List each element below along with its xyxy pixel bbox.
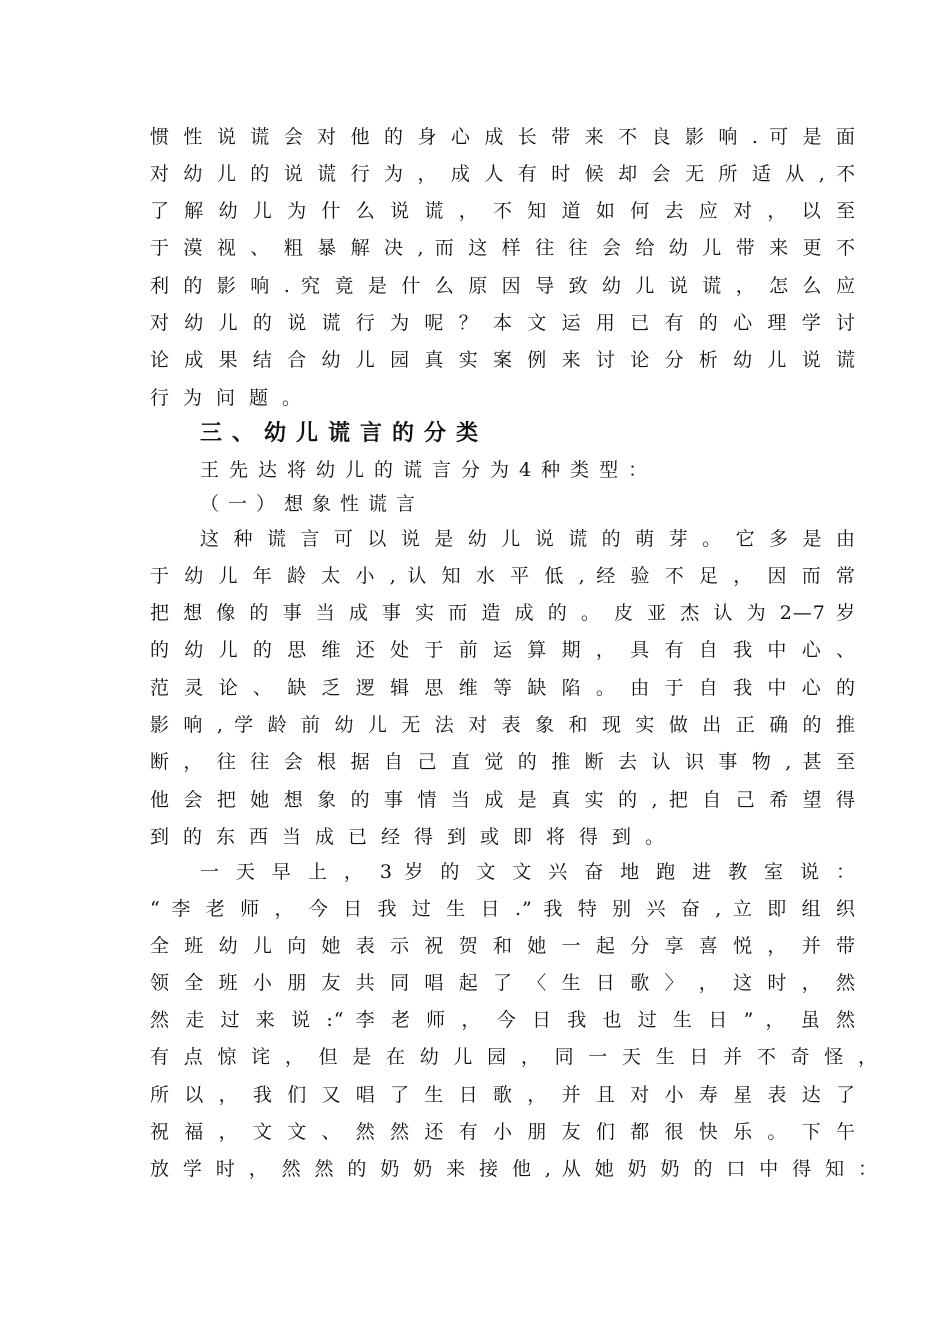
text-line: 于 幼 儿 年 龄 太 小 , 认 知 水 平 低 , 经 验 不 足 ， 因 而 常 (150, 565, 856, 587)
text-line: 他 会 把 她 想 象 的 事 情 当 成 是 真 实 的 , 把 自 己 希 望 得 (150, 789, 856, 811)
text-line: “ 李 老 师 ， 今 日 我 过 生 日 .” 我 特 别 兴 奋 , 立 即 组 织 (150, 898, 856, 920)
text-line: 对 幼 儿 的 说 谎 行 为 呢 ？ 本 文 运 用 已 有 的 心 理 学 讨 (150, 312, 856, 334)
subsection-heading: （一）想象性谎言 (200, 493, 425, 515)
text-line: 断 ， 往 往 会 根 据 自 己 直 觉 的 推 断 去 认 识 事 物 , 甚 至 (150, 751, 856, 773)
text-line: 把 想 像 的 事 当 成 事 实 而 造 成 的 。 皮 亚 杰 认 为 2—7 岁 (150, 602, 856, 624)
text-line: 所 以 ， 我 们 又 唱 了 生 日 歌 ， 并 且 对 小 寿 星 表 达 了 (150, 1084, 856, 1106)
text-line: 了 解 幼 儿 为 什 么 说 谎 ， 不 知 道 如 何 去 应 对 ， 以 至 (150, 200, 856, 222)
text-line: 有 点 惊 诧 ， 但 是 在 幼 儿 园 ， 同 一 天 生 日 并 不 奇 怪 ， (150, 1046, 878, 1068)
text-line: 行为问题。 (150, 387, 316, 409)
text-line: 领 全 班 小 朋 友 共 同 唱 起 了 〈 生 日 歌 〉 ， 这 时 ， 然 (150, 972, 856, 994)
section-heading: 三、幼儿谎言的分类 (200, 421, 489, 446)
text-line: 祝 福 ， 文 文 、 然 然 还 有 小 朋 友 们 都 很 快 乐 。 下 午 (150, 1121, 856, 1143)
text-line: 影 响 , 学 龄 前 幼 儿 无 法 对 表 象 和 现 实 做 出 正 确 的 推 (150, 714, 856, 736)
text-line: 惯 性 说 谎 会 对 他 的 身 心 成 长 带 来 不 良 影 响 . 可 是 面 (150, 126, 856, 148)
text-line: 的 幼 儿 的 思 维 还 处 于 前 运 算 期 ， 具 有 自 我 中 心 、 (150, 639, 856, 661)
text-line: 于 漠 视 、 粗 暴 解 决 , 而 这 样 往 往 会 给 幼 儿 带 来 更 不 (150, 237, 856, 259)
intro-line: 王先达将幼儿的谎言分为4种类型： (200, 459, 658, 481)
text-line: 全 班 幼 儿 向 她 表 示 祝 贺 和 她 一 起 分 享 喜 悦 ， 并 带 (150, 935, 856, 957)
text-line: 利 的 影 响 . 究 竟 是 什 么 原 因 导 致 幼 儿 说 谎 ， 怎 么 应 (150, 275, 856, 297)
text-line: 然 走 过 来 说 :“ 李 老 师 ， 今 日 我 也 过 生 日 ” ， 虽 然 (150, 1009, 856, 1031)
text-line: 论 成 果 结 合 幼 儿 园 真 实 案 例 来 讨 论 分 析 幼 儿 说 谎 (150, 349, 856, 371)
text-line: 放 学 时 ， 然 然 的 奶 奶 来 接 他 , 从 她 奶 奶 的 口 中 得 知 ： (150, 1158, 878, 1180)
text-line: 范 灵 论 、 缺 乏 逻 辑 思 维 等 缺 陷 。 由 于 自 我 中 心 的 (150, 677, 856, 699)
text-line: 到的东西当成已经得到或即将得到。 (150, 826, 679, 848)
text-line: 这 种 谎 言 可 以 说 是 幼 儿 说 谎 的 萌 芽 。 它 多 是 由 (200, 528, 856, 550)
text-line: 对 幼 儿 的 说 谎 行 为 ， 成 人 有 时 候 却 会 无 所 适 从 , 不 (150, 163, 856, 185)
text-line: 一 天 早 上 ， 3 岁 的 文 文 兴 奋 地 跑 进 教 室 说 ： (200, 861, 856, 883)
